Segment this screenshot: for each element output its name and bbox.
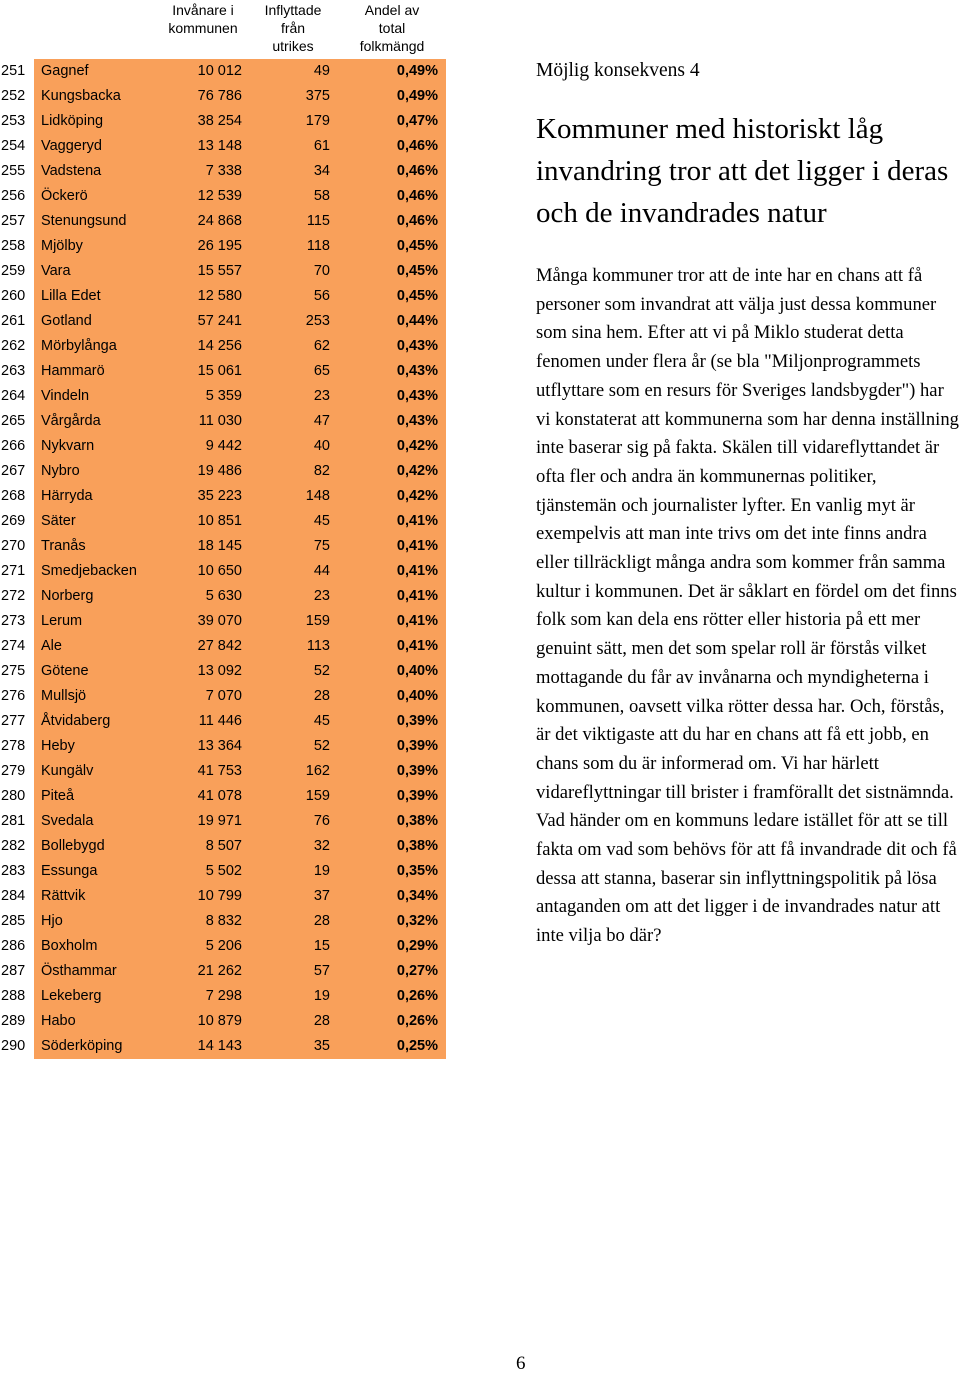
share-value: 0,38% [396, 813, 438, 829]
population-value: 10 012 [197, 63, 242, 79]
table-row [0, 859, 448, 884]
row-rank: 252 [1, 88, 26, 104]
row-cells [34, 184, 446, 209]
row-rank: 253 [1, 113, 26, 129]
share-value: 0,46% [396, 188, 438, 204]
table-row [0, 809, 448, 834]
immigrants-value: 70 [313, 263, 330, 279]
immigrants-value: 61 [313, 138, 330, 154]
row-cells [34, 109, 446, 134]
municipality-name: Tranås [41, 538, 86, 554]
share-value: 0,45% [396, 288, 438, 304]
population-value: 39 070 [197, 613, 242, 629]
immigrants-value: 115 [306, 213, 330, 229]
municipality-name: Bollebygd [41, 838, 105, 854]
table-row [0, 1009, 448, 1034]
table-row [0, 59, 448, 84]
row-rank: 282 [1, 838, 26, 854]
share-value: 0,49% [396, 88, 438, 104]
population-value: 41 753 [197, 763, 242, 779]
row-rank: 258 [1, 238, 26, 254]
row-cells [34, 159, 446, 184]
row-rank: 285 [1, 913, 26, 929]
row-rank: 287 [1, 963, 26, 979]
immigrants-value: 253 [305, 313, 330, 329]
population-value: 18 145 [197, 538, 242, 554]
population-value: 27 842 [197, 638, 242, 654]
share-value: 0,38% [396, 838, 438, 854]
municipality-name: Lerum [41, 613, 83, 629]
row-cells [34, 809, 446, 834]
municipality-name: Rättvik [41, 888, 86, 904]
population-value: 13 148 [197, 138, 242, 154]
row-cells [34, 559, 446, 584]
population-value: 21 262 [197, 963, 242, 979]
municipality-name: Hammarö [41, 363, 105, 379]
municipality-name: Härryda [41, 488, 93, 504]
article-headline: Kommuner med historiskt låg invandring tror att det ligger i deras och de invandrades natur [536, 113, 949, 229]
article [536, 58, 960, 951]
municipality-name: Ale [41, 638, 62, 654]
row-rank: 283 [1, 863, 26, 879]
share-value: 0,42% [396, 488, 438, 504]
municipality-name: Gotland [41, 313, 92, 329]
header-immigrants-line: Inflyttade [264, 2, 322, 18]
row-cells [34, 359, 446, 384]
row-rank: 288 [1, 988, 26, 1004]
table-row [0, 909, 448, 934]
immigrants-value: 47 [313, 413, 330, 429]
table-row [0, 634, 448, 659]
header-immigrants [250, 1, 336, 55]
population-value: 19 971 [197, 813, 242, 829]
row-cells [34, 259, 446, 284]
municipality-name: Lekeberg [41, 988, 102, 1004]
population-value: 15 557 [197, 263, 242, 279]
immigrants-value: 118 [306, 238, 330, 254]
row-cells [34, 534, 446, 559]
header-population-line: Invånare i [172, 2, 234, 18]
row-rank: 267 [1, 463, 26, 479]
table-row [0, 459, 448, 484]
row-rank: 275 [1, 663, 26, 679]
immigrants-value: 34 [313, 163, 330, 179]
table-row [0, 759, 448, 784]
immigrants-value: 162 [305, 763, 330, 779]
population-value: 12 539 [197, 188, 242, 204]
header-share [342, 1, 442, 55]
share-value: 0,26% [396, 1013, 438, 1029]
municipality-name: Piteå [41, 788, 75, 804]
immigrants-value: 159 [305, 613, 330, 629]
immigrants-value: 179 [305, 113, 330, 129]
share-value: 0,41% [396, 513, 438, 529]
table-row [0, 959, 448, 984]
municipality-name: Smedjebacken [41, 563, 137, 579]
population-value: 76 786 [197, 88, 242, 104]
row-cells [34, 209, 446, 234]
row-rank: 280 [1, 788, 26, 804]
row-cells [34, 484, 446, 509]
population-value: 38 254 [197, 113, 242, 129]
row-rank: 270 [1, 538, 26, 554]
population-value: 24 868 [197, 213, 242, 229]
immigrants-value: 44 [313, 563, 330, 579]
table-row [0, 734, 448, 759]
population-value: 5 502 [205, 863, 242, 879]
row-rank: 255 [1, 163, 26, 179]
population-value: 57 241 [197, 313, 242, 329]
population-value: 8 832 [205, 913, 242, 929]
row-cells [34, 434, 446, 459]
row-cells [34, 459, 446, 484]
share-value: 0,49% [396, 63, 438, 79]
table-row [0, 384, 448, 409]
row-rank: 269 [1, 513, 26, 529]
table-row [0, 684, 448, 709]
municipality-name: Säter [41, 513, 76, 529]
population-value: 7 070 [205, 688, 242, 704]
table-row [0, 534, 448, 559]
immigrants-value: 45 [313, 513, 330, 529]
row-cells [34, 134, 446, 159]
header-immigrants-line: från [280, 20, 306, 36]
header-share-line: total [378, 20, 406, 36]
row-rank: 265 [1, 413, 26, 429]
table-header [0, 0, 450, 55]
table-row [0, 709, 448, 734]
row-rank: 259 [1, 263, 26, 279]
population-value: 13 364 [197, 738, 242, 754]
municipality-name: Lilla Edet [41, 288, 101, 304]
share-value: 0,47% [396, 113, 438, 129]
row-cells [34, 609, 446, 634]
municipality-name: Söderköping [41, 1038, 123, 1054]
immigrants-value: 19 [313, 988, 330, 1004]
immigrants-value: 28 [313, 913, 330, 929]
row-rank: 262 [1, 338, 26, 354]
share-value: 0,41% [396, 538, 438, 554]
header-population-line: kommunen [168, 20, 238, 36]
immigrants-value: 49 [313, 63, 330, 79]
row-rank: 263 [1, 363, 26, 379]
immigrants-value: 65 [313, 363, 330, 379]
immigrants-value: 15 [313, 938, 330, 954]
row-cells [34, 984, 446, 1009]
share-value: 0,43% [396, 363, 438, 379]
table-row [0, 359, 448, 384]
row-cells [34, 634, 446, 659]
row-cells [34, 1034, 446, 1059]
table-row [0, 834, 448, 859]
municipality-name: Hjo [41, 913, 63, 929]
population-value: 5 206 [205, 938, 242, 954]
municipality-name: Kungsbacka [41, 88, 121, 104]
population-value: 11 030 [198, 413, 242, 429]
page-number: 6 [516, 1353, 526, 1374]
share-value: 0,43% [396, 413, 438, 429]
article-kicker: Möjlig konsekvens 4 [536, 60, 700, 81]
share-value: 0,39% [396, 763, 438, 779]
share-value: 0,25% [396, 1038, 438, 1054]
population-value: 15 061 [197, 363, 242, 379]
municipality-name: Vaggeryd [41, 138, 102, 154]
population-value: 35 223 [197, 488, 242, 504]
table-row [0, 409, 448, 434]
row-cells [34, 409, 446, 434]
municipality-name: Mörbylånga [41, 338, 117, 354]
immigrants-value: 37 [313, 888, 330, 904]
population-value: 41 078 [197, 788, 242, 804]
table-row [0, 184, 448, 209]
row-rank: 277 [1, 713, 26, 729]
immigrants-value: 28 [313, 1013, 330, 1029]
header-share-line: Andel av [364, 2, 420, 18]
table-row [0, 659, 448, 684]
immigrants-value: 75 [313, 538, 330, 554]
table-row [0, 309, 448, 334]
municipality-name: Heby [41, 738, 75, 754]
table-row [0, 334, 448, 359]
table-row [0, 609, 448, 634]
share-value: 0,45% [396, 238, 438, 254]
table-row [0, 1034, 448, 1059]
row-rank: 264 [1, 388, 26, 404]
row-rank: 272 [1, 588, 26, 604]
table-row [0, 484, 448, 509]
immigrants-value: 23 [313, 388, 330, 404]
row-rank: 271 [1, 563, 26, 579]
row-cells [34, 334, 446, 359]
share-value: 0,46% [396, 163, 438, 179]
municipality-name: Stenungsund [41, 213, 127, 229]
municipality-name: Götene [41, 663, 89, 679]
immigrants-value: 58 [313, 188, 330, 204]
row-cells [34, 384, 446, 409]
share-value: 0,29% [396, 938, 438, 954]
municipality-name: Lidköping [41, 113, 104, 129]
population-value: 8 507 [205, 838, 242, 854]
municipality-name: Östhammar [41, 963, 117, 979]
share-value: 0,43% [396, 338, 438, 354]
municipality-name: Nybro [41, 463, 80, 479]
municipality-name: Kungälv [41, 763, 94, 779]
share-value: 0,40% [396, 688, 438, 704]
immigrants-value: 52 [313, 738, 330, 754]
row-rank: 254 [1, 138, 26, 154]
population-value: 10 650 [197, 563, 242, 579]
population-value: 12 580 [197, 288, 242, 304]
row-cells [34, 309, 446, 334]
immigrants-value: 40 [313, 438, 330, 454]
row-rank: 281 [1, 813, 26, 829]
population-value: 14 143 [197, 1038, 242, 1054]
row-rank: 286 [1, 938, 26, 954]
table-row [0, 159, 448, 184]
population-value: 11 446 [198, 713, 242, 729]
municipality-name: Mjölby [41, 238, 83, 254]
row-rank: 284 [1, 888, 26, 904]
share-value: 0,42% [396, 438, 438, 454]
municipality-name: Boxholm [41, 938, 98, 954]
share-value: 0,39% [396, 788, 438, 804]
share-value: 0,34% [396, 888, 438, 904]
municipality-name: Norberg [41, 588, 94, 604]
population-value: 5 359 [205, 388, 242, 404]
row-cells [34, 234, 446, 259]
population-value: 14 256 [197, 338, 242, 354]
table-row [0, 984, 448, 1009]
share-value: 0,46% [396, 138, 438, 154]
municipality-name: Habo [41, 1013, 76, 1029]
immigrants-value: 56 [313, 288, 330, 304]
share-value: 0,26% [396, 988, 438, 1004]
municipality-table [0, 0, 450, 1054]
row-rank: 279 [1, 763, 26, 779]
share-value: 0,39% [396, 738, 438, 754]
immigrants-value: 375 [305, 88, 330, 104]
population-value: 19 486 [197, 463, 242, 479]
table-row [0, 84, 448, 109]
population-value: 7 338 [205, 163, 242, 179]
row-cells [34, 59, 446, 84]
population-value: 13 092 [197, 663, 242, 679]
municipality-name: Nykvarn [41, 438, 95, 454]
population-value: 5 630 [205, 588, 242, 604]
share-value: 0,42% [396, 463, 438, 479]
table-row [0, 884, 448, 909]
municipality-name: Mullsjö [41, 688, 87, 704]
row-cells [34, 659, 446, 684]
header-population [158, 1, 248, 37]
row-cells [34, 834, 446, 859]
row-cells [34, 884, 446, 909]
row-cells [34, 584, 446, 609]
immigrants-value: 82 [313, 463, 330, 479]
municipality-name: Åtvidaberg [41, 713, 111, 729]
row-rank: 260 [1, 288, 26, 304]
municipality-name: Vara [41, 263, 71, 279]
immigrants-value: 52 [313, 663, 330, 679]
header-immigrants-line: utrikes [272, 38, 314, 54]
share-value: 0,41% [396, 563, 438, 579]
municipality-name: Gagnef [41, 63, 89, 79]
row-cells [34, 684, 446, 709]
table-row [0, 209, 448, 234]
immigrants-value: 45 [313, 713, 330, 729]
immigrants-value: 62 [313, 338, 330, 354]
share-value: 0,43% [396, 388, 438, 404]
row-cells [34, 959, 446, 984]
share-value: 0,27% [396, 963, 438, 979]
share-value: 0,44% [396, 313, 438, 329]
table-row [0, 584, 448, 609]
municipality-name: Vindeln [41, 388, 90, 404]
table-row [0, 509, 448, 534]
population-value: 10 879 [197, 1013, 242, 1029]
municipality-name: Vårgårda [41, 413, 101, 429]
population-value: 26 195 [197, 238, 242, 254]
row-rank: 256 [1, 188, 26, 204]
municipality-name: Essunga [41, 863, 98, 879]
immigrants-value: 19 [313, 863, 330, 879]
table-row [0, 134, 448, 159]
row-cells [34, 784, 446, 809]
municipality-name: Öckerö [41, 188, 88, 204]
immigrants-value: 159 [305, 788, 330, 804]
row-cells [34, 934, 446, 959]
row-rank: 273 [1, 613, 26, 629]
article-body: Många kommuner tror att de inte har en chans att få personer som invandrat att välja just dessa kommuner som sina hem. Efter att vi på Miklo studerat detta fenomen under flera år (se bla "Miljonprogrammets utflyttare som en resurs för Sveriges landsbygder") har vi konstaterat att kommunerna som har denna inställning inte baserar sig på fakta. Skälen till vidareflyttandet är ofta fler och andra än kommunernas politiker, tjänstemän och journalister lyfter. En vanlig myt är exempelvis att man inte trivs om det inte finns andra eller tillräckligt många andra som kommer från samma kultur i kommunen. Det är såklart en fördel om det finns folk som kan dela ens rötter eller historia på ett mer genuint sätt, men det som spelar roll är förstås vilket mottagande du får av invånarna och myndigheterna i kommunen, oavsett vilka rötter dessa har. Och, förstås, är det viktigaste att du har en chans att få ett jobb, en chans som du är informerad om. Vi har härlett vidareflyttningar till brister i framförallt det sistnämnda. Vad händer om en kommuns ledare istället för att se till fakta om vad som behövs för att få invandrade dit och få dessa att stanna, baserar sin inflyttningspolitik på lösa antaganden om att det ligger i de invandrades natur att inte vilja bo där? [536, 265, 959, 947]
immigrants-value: 35 [313, 1038, 330, 1054]
share-value: 0,41% [396, 638, 438, 654]
row-cells [34, 859, 446, 884]
row-rank: 274 [1, 638, 26, 654]
row-rank: 257 [1, 213, 26, 229]
share-value: 0,45% [396, 263, 438, 279]
row-cells [34, 84, 446, 109]
row-rank: 261 [1, 313, 26, 329]
table-row [0, 559, 448, 584]
population-value: 7 298 [205, 988, 242, 1004]
municipality-name: Svedala [41, 813, 94, 829]
row-cells [34, 759, 446, 784]
population-value: 10 851 [197, 513, 242, 529]
table-row [0, 259, 448, 284]
share-value: 0,39% [396, 713, 438, 729]
population-value: 10 799 [197, 888, 242, 904]
share-value: 0,41% [396, 613, 438, 629]
immigrants-value: 57 [313, 963, 330, 979]
row-cells [34, 734, 446, 759]
row-rank: 268 [1, 488, 26, 504]
row-cells [34, 1009, 446, 1034]
table-row [0, 284, 448, 309]
table-row [0, 784, 448, 809]
share-value: 0,41% [396, 588, 438, 604]
row-rank: 276 [1, 688, 26, 704]
population-value: 9 442 [205, 438, 242, 454]
immigrants-value: 148 [305, 488, 330, 504]
row-cells [34, 709, 446, 734]
table-row [0, 434, 448, 459]
row-rank: 290 [1, 1038, 26, 1054]
immigrants-value: 113 [306, 638, 330, 654]
table-row [0, 109, 448, 134]
row-cells [34, 284, 446, 309]
row-cells [34, 509, 446, 534]
row-rank: 289 [1, 1013, 26, 1029]
header-share-line: folkmängd [359, 38, 425, 54]
row-cells [34, 909, 446, 934]
immigrants-value: 28 [313, 688, 330, 704]
share-value: 0,35% [396, 863, 438, 879]
municipality-name: Vadstena [41, 163, 102, 179]
immigrants-value: 23 [313, 588, 330, 604]
table-body [0, 59, 448, 1059]
row-rank: 266 [1, 438, 26, 454]
row-rank: 278 [1, 738, 26, 754]
table-row [0, 234, 448, 259]
table-row [0, 934, 448, 959]
immigrants-value: 76 [313, 813, 330, 829]
share-value: 0,32% [396, 913, 438, 929]
share-value: 0,40% [396, 663, 438, 679]
share-value: 0,46% [396, 213, 438, 229]
immigrants-value: 32 [313, 838, 330, 854]
row-rank: 251 [1, 63, 26, 79]
